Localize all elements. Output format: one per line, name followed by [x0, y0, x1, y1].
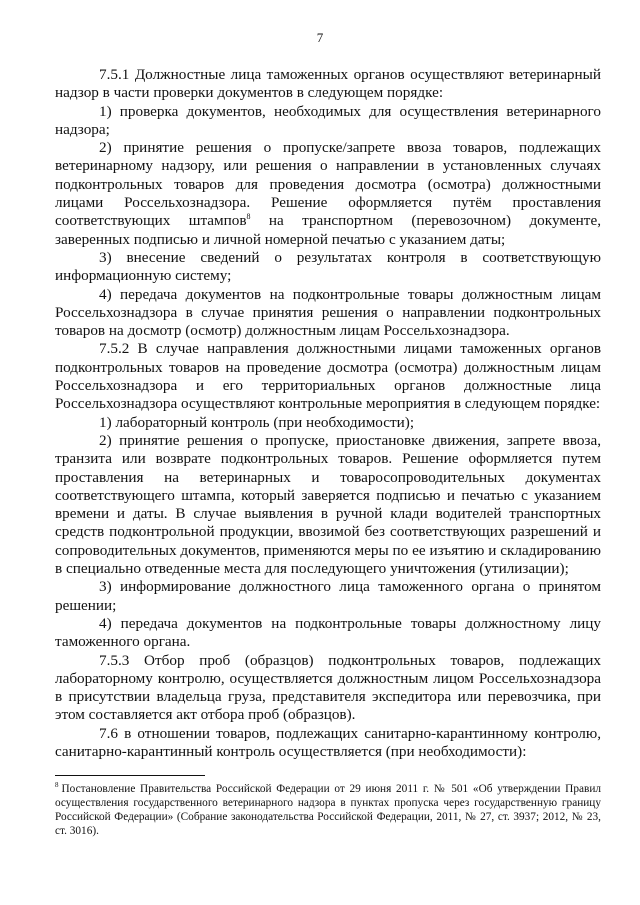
- list-item-2: 2) принятие решения о пропуске, приостановке движения, запрете ввоза, транзита или возврате подконтрольных товаров. Решение оформляется путем проставления на ветеринарных и товаросопроводительных документах соответствующего штампа, который заверяется подписью и печатью с указанием времени и даты. В случае выявления в ручной клади водителей транспортных средств подконтрольной продукции, ввозимой без соответствующих разрешений и сопроводительных документов, применяются меры по ее изъятию и складированию в специально отведенные места для последующего уничтожения (утилизации);: [55, 431, 601, 578]
- body-text: [55, 66, 601, 761]
- list-item-1: 1) лабораторный контроль (при необходимости);: [99, 413, 415, 431]
- list-item-3: 3) внесение сведений о результатах контроля в соответствующую информационную систему;: [55, 248, 601, 285]
- list-item-3: 3) информирование должностного лица таможенного органа о принятом решении;: [55, 578, 601, 614]
- list-item-2-tail: на транспортном (перевозочном) документе, заверенных подписью и личной номерной печатью с указанием даты;: [55, 212, 601, 248]
- footnote-reference[interactable]: 8: [246, 212, 251, 222]
- paragraph-7-6: 7.6 в отношении товаров, подлежащих санитарно-карантинному контролю, санитарно-карантинный контроль осуществляется (при необходимости):: [55, 724, 601, 760]
- list-item-4: 4) передача документов на подконтрольные товары должностным лицам Россельхознадзора в случае принятия решения о направлении подконтрольных товаров на досмотр (осмотр) должностным лицам Россельхознадзора.: [55, 285, 601, 340]
- footnote-divider: [55, 775, 205, 776]
- footnote-mark: 8: [55, 781, 59, 790]
- list-item-2-text: 2) принятие решения о пропуске/запрете ввоза товаров, подлежащих ветеринарному надзору, или решения о направлении в установленных случаях подконтрольных товаров для проведения досмотра (осмотра) должностными лицами Россельхознадзора. Решение оформляется путём проставления соответствующих штампов: [55, 139, 601, 230]
- list-item-2: [55, 139, 601, 249]
- paragraph-7-5-1: 7.5.1 Должностные лица таможенных органов осуществляют ветеринарный надзор в части проверки документов в следующем порядке:: [55, 66, 601, 102]
- list-item-4: 4) передача документов на подконтрольные товары должностному лицу таможенного органа.: [55, 614, 601, 651]
- paragraph-7-5-3: 7.5.3 Отбор проб (образцов) подконтрольных товаров, подлежащих лабораторному контролю, осуществляется должностным лицом Россельхознадзора в присутствии владельца груза, представителя экспедитора или перевозчика, при этом составляется акт отбора проб (образцов).: [55, 651, 601, 724]
- footnote-text: Постановление Правительства Российской Федерации от 29 июня 2011 г. № 501 «Об утверждении Правил осуществления государственного ветеринарного надзора в пунктах пропуска через государственную границу Российской Федерации» (Собрание законодательства Российской Федерации, 2011, № 27, ст. 3937; 2012, № 23, ст. 3016).: [55, 783, 601, 837]
- page-number: 7: [316, 30, 324, 45]
- paragraph-7-5-2: 7.5.2 В случае направления должностными лицами таможенных органов подконтрольных товаров на проведение досмотра (осмотра) должностным лицам Россельхознадзора и его территориальных органов должностные лица Россельхознадзора осуществляют контрольные мероприятия в следующем порядке:: [55, 340, 601, 413]
- list-item-1: 1) проверка документов, необходимых для осуществления ветеринарного надзора;: [55, 102, 601, 138]
- footnote: [55, 782, 601, 838]
